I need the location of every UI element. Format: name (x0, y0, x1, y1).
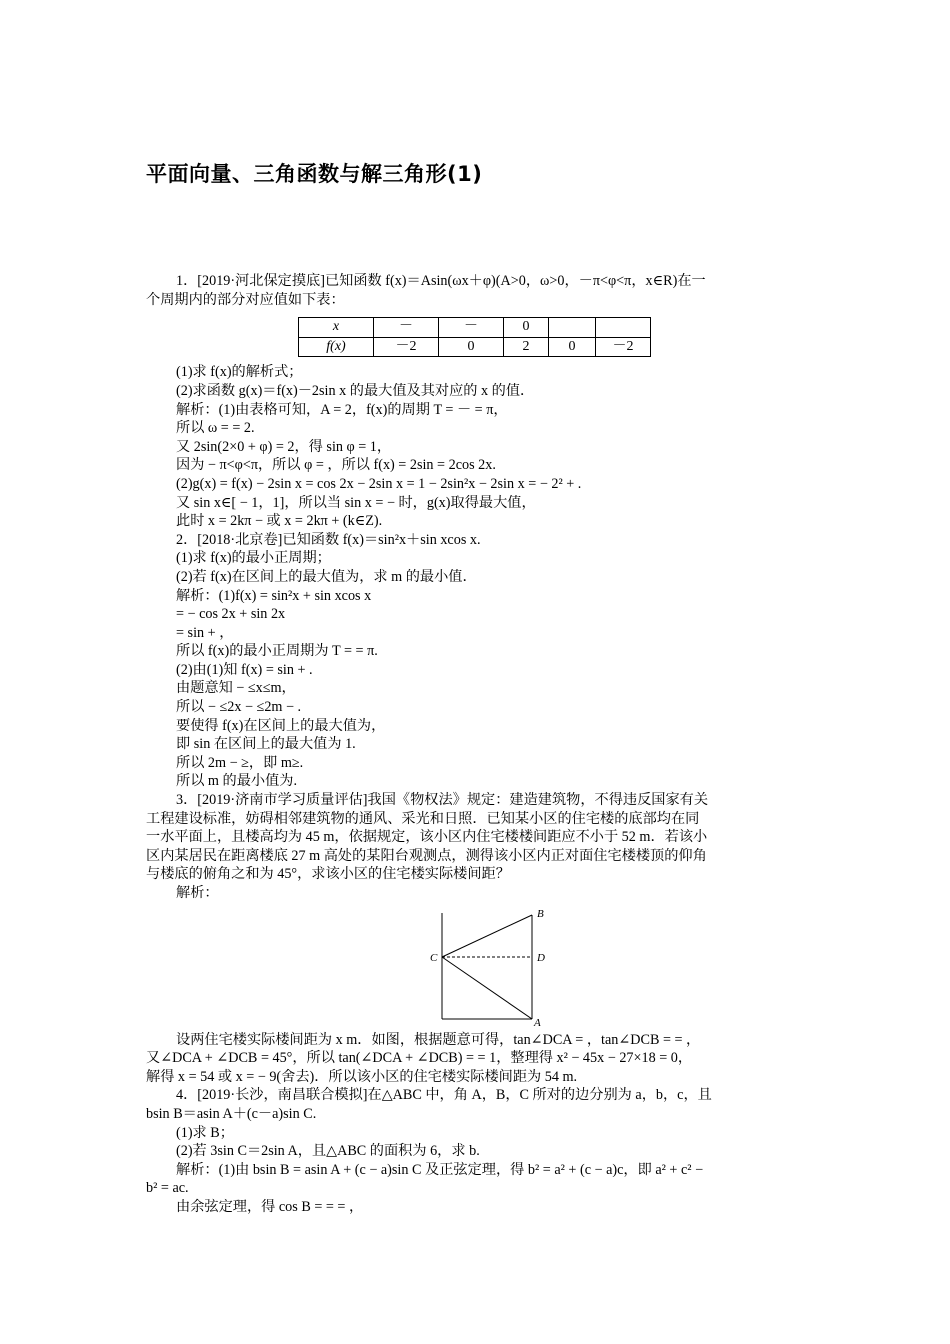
text-line: 因为 − π<φ<π，所以 φ = ，所以 f(x) = 2sin = 2cos 2x. (176, 457, 496, 474)
text-line: 所以 2m − ≥，即 m≥. (176, 754, 304, 771)
text-line: 解析：(1)f(x) = sin²x + sin xcos x (176, 587, 372, 604)
table-cell: 0 (504, 318, 549, 338)
text-line: (2)若 f(x)在区间上的最大值为，求 m 的最小值． (176, 568, 477, 585)
text-line: 又 2sin(2×0 + φ) = 2，得 sin φ = 1， (176, 438, 392, 455)
table-row (299, 337, 651, 357)
values-table (298, 317, 651, 357)
table-row (299, 318, 651, 338)
text-line: 即 sin 在区间上的最大值为 1. (176, 736, 356, 753)
buildings-diagram (146, 907, 810, 1027)
text-line: 4．[2019·长沙，南昌联合模拟]在△ABC 中，角 A，B，C 所对的边分别为 a，b，c，且 (176, 1087, 712, 1104)
text-line: = sin + ， (176, 624, 234, 641)
text-line: 又∠DCA + ∠DCB = 45°，所以 tan(∠DCA + ∠DCB) = = 1，整理得 x² − 45x − 27×18 = 0， (146, 1050, 693, 1067)
point-label-b: B (537, 907, 544, 920)
document-body (146, 272, 810, 1217)
text-line: 解析：(1)由表格可知，A = 2，f(x)的周期 T = － = π， (176, 401, 508, 418)
text-line: 解析：(1)由 bsin B = asin A + (c − a)sin C 及正弦定理，得 b² = a² + (c − a)c，即 a² + c² − (176, 1161, 704, 1178)
table-cell: － (439, 318, 504, 338)
table-cell: 0 (549, 337, 596, 357)
table-cell (596, 318, 651, 338)
text-line: (2)求函数 g(x)＝f(x)－2sin x 的最大值及其对应的 x 的值． (176, 382, 535, 399)
depression-line (442, 957, 532, 1019)
text-line: bsin B＝asin A＋(c－a)sin C. (146, 1105, 317, 1122)
text-line: 所以 m 的最小值为. (176, 773, 297, 790)
table-cell: － (374, 318, 439, 338)
problem-2-head: 2．[2018·北京卷]已知函数 f(x)＝sin²x＋sin xcos x. (176, 531, 481, 548)
point-label-a: A (534, 1016, 541, 1027)
elevation-line (442, 915, 532, 957)
table-cell (549, 318, 596, 338)
text-line: = − cos 2x + sin 2x (176, 606, 286, 623)
text-line: 一水平面上，且楼高均为 45 m，依据规定，该小区内住宅楼楼间距应不小于 52 m．若该小 (146, 829, 708, 846)
text-line: 解得 x = 54 或 x = − 9(舍去)．所以该小区的住宅楼实际楼间距为 54 m. (146, 1068, 578, 1085)
text-line: (1)求 f(x)的解析式； (176, 364, 303, 381)
page-title: 平面向量、三角函数与解三角形(1) (146, 162, 483, 186)
text-line: 由题意知 − ≤x≤m， (176, 680, 296, 697)
point-label-d: D (537, 951, 545, 964)
problem-1-line-2: 个周期内的部分对应值如下表： (146, 291, 345, 308)
diagram-svg (410, 907, 550, 1027)
text-line: 工程建设标准，妨碍相邻建筑物的通风、采光和日照．已知某小区的住宅楼的底部均在同 (146, 810, 700, 827)
table-cell: 2 (504, 337, 549, 357)
text-line: 又 sin x∈[ − 1，1]，所以当 sin x = − 时，g(x)取得最大值， (176, 494, 536, 511)
text-line: (1)求 f(x)的最小正周期； (176, 550, 331, 567)
text-line: 此时 x = 2kπ − 或 x = 2kπ + (k∈Z). (176, 513, 383, 530)
text-line: (1)求 B； (176, 1124, 234, 1141)
table-cell: 0 (439, 337, 504, 357)
text-line: 区内某居民在距离楼底 27 m 高处的某阳台观测点，测得该小区内正对面住宅楼楼顶的仰角 (146, 847, 707, 864)
text-line: 3．[2019·济南市学习质量评估]我国《物权法》规定：建造建筑物，不得违反国家有关 (176, 792, 709, 809)
table-cell: －2 (374, 337, 439, 357)
text-line: (2)g(x) = f(x) − 2sin x = cos 2x − 2sin x = 1 − 2sin²x − 2sin x = − 2² + . (176, 475, 582, 492)
table-cell: x (299, 318, 374, 338)
text-line: 所以 ω = = 2. (176, 420, 255, 437)
solution-label: 解析： (176, 885, 219, 901)
table-cell: －2 (596, 337, 651, 357)
text-line: 要使得 f(x)在区间上的最大值为， (176, 717, 386, 734)
table-cell: f(x) (299, 337, 374, 357)
text-line: (2)由(1)知 f(x) = sin + . (176, 661, 313, 678)
text-line: 设两住宅楼实际楼间距为 x m．如图，根据题意可得，tan∠DCA = ，tan∠DCB = = ， (176, 1031, 701, 1048)
point-label-c: C (430, 951, 438, 964)
text-line: 由余弦定理，得 cos B = = = ， (176, 1198, 364, 1215)
text-line: 所以 f(x)的最小正周期为 T = = π. (176, 643, 378, 660)
text-line: (2)若 3sin C＝2sin A，且△ABC 的面积为 6，求 b. (176, 1143, 480, 1160)
text-line: 所以 − ≤2x − ≤2m − . (176, 699, 302, 716)
problem-1-line-1: 1．[2019·河北保定摸底]已知函数 f(x)＝Asin(ωx＋φ)(A>0，ω>0，－π<φ<π，x∈R)在一 (176, 273, 706, 289)
text-line: 与楼底的俯角之和为 45°，求该小区的住宅楼实际楼间距？ (146, 866, 510, 883)
text-line: b² = ac. (146, 1180, 189, 1197)
